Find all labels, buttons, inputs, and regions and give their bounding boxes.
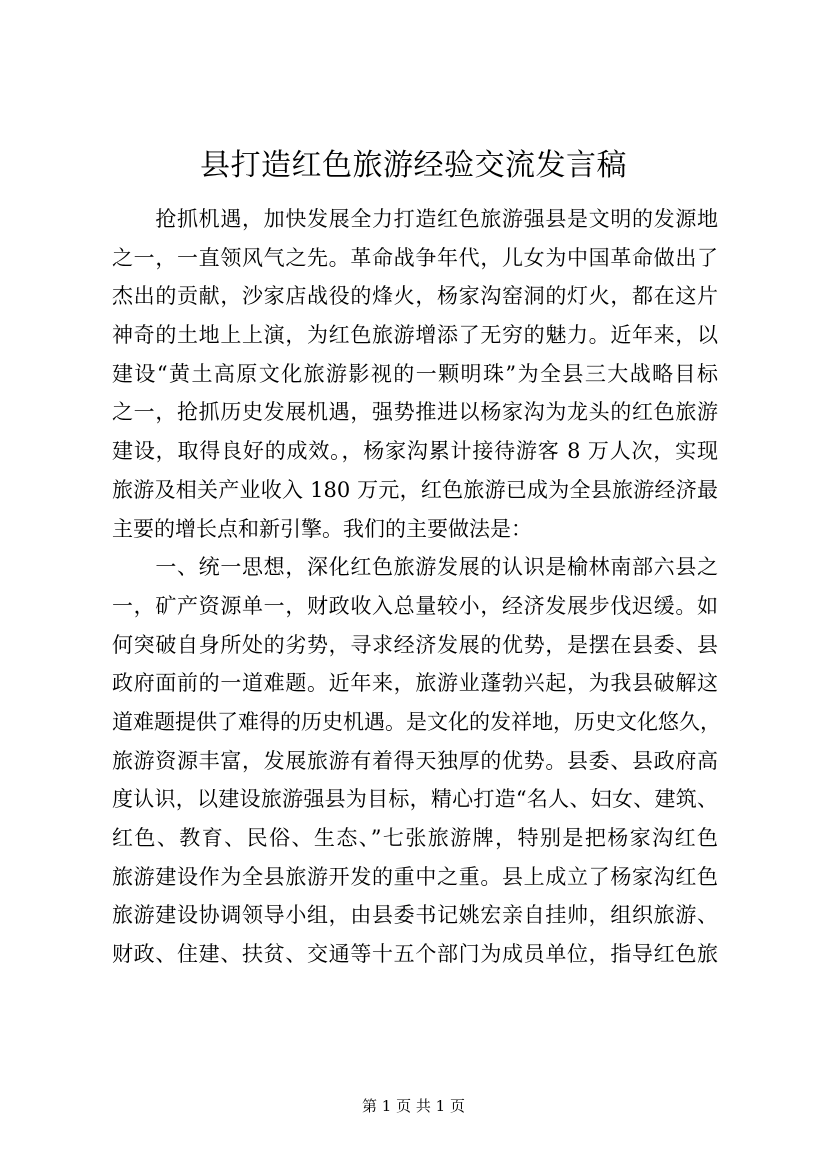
body-line: 之一，抢抓历史发展机遇，强势推进以杨家沟为龙头的红色旅游 [112,400,718,425]
body-line: 一、统一思想，深化红色旅游发展的认识是榆林南部六县之 [112,555,718,580]
body-line: 建设“黄土高原文化旅游影视的一颗明珠”为全县三大战略目标 [112,361,718,386]
body-line: 主要的增长点和新引擎。我们的主要做法是： [112,516,532,541]
body-line: 何突破自身所处的劣势，寻求经济发展的优势，是摆在县委、县 [112,632,718,657]
body-line: 道难题提供了难得的历史机遇。是文化的发祥地，历史文化悠久， [112,709,721,734]
body-line: 旅游及相关产业收入 180 万元，红色旅游已成为全县旅游经济最 [112,477,718,502]
document-title: 县打造红色旅游经验交流发言稿 [200,148,627,183]
body-line: 之一，一直领风气之先。革命战争年代，儿女为中国革命做出了 [112,245,718,270]
body-line: 旅游建设协调领导小组，由县委书记姚宏亲自挂帅，组织旅游、 [112,903,718,928]
body-line: 杰出的贡献，沙家店战役的烽火，杨家沟窑洞的灯火，都在这片 [112,284,718,309]
body-line: 旅游建设作为全县旅游开发的重中之重。县上成立了杨家沟红色 [112,864,718,889]
body-line: 红色、教育、民俗、生态、”七张旅游牌，特别是把杨家沟红色 [112,826,718,850]
body-line: 度认识，以建设旅游强县为目标，精心打造“名人、妇女、建筑、 [112,787,718,812]
body-line: 旅游资源丰富，发展旅游有着得天独厚的优势。县委、县政府高 [112,748,718,773]
body-line: 财政、住建、扶贫、交通等十五个部门为成员单位，指导红色旅 [112,942,718,967]
body-line: 神奇的土地上上演，为红色旅游增添了无穷的魅力。近年来，以 [112,323,718,348]
body-line: 抢抓机遇，加快发展全力打造红色旅游强县是文明的发源地 [112,207,718,231]
body-line: 政府面前的一道难题。近年来，旅游业蓬勃兴起，为我县破解这 [112,671,718,696]
body-line: 一，矿产资源单一，财政收入总量较小，经济发展步伐迟缓。如 [112,593,718,618]
page-number-footer: 第 1 页 共 1 页 [362,1097,465,1115]
body-line: 建设，取得良好的成效。，杨家沟累计接待游客 8 万人次，实现 [112,439,718,464]
document-body [112,200,721,974]
